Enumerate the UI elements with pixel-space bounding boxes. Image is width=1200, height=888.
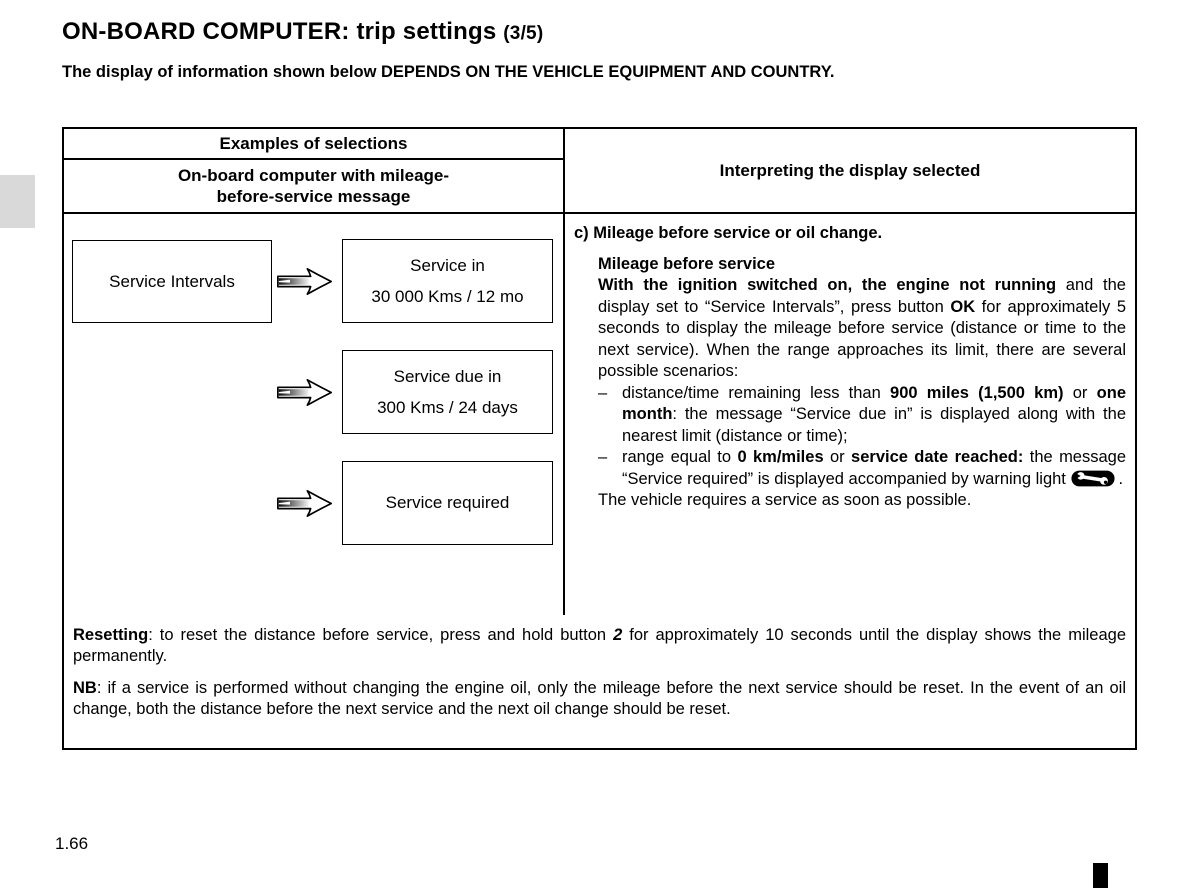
service-intervals-box [72,240,272,323]
nb-note: NB: if a service is performed without changing the engine oil, only the mileage before the next service should be reset. In the event of an oil change, both the distance before the next service and the next oil change should be reset. [73,679,1126,718]
table-body [64,214,1135,615]
scenario-bullet-2 [598,447,1126,490]
display-message-line1: Service in [410,255,485,275]
resetting-note: Resetting: to reset the distance before service, press and hold button 2 for approximately 10 seconds until the display shows the mileage permanently. [73,626,1126,665]
interpretation-intro-paragraph: With the ignition switched on, the engine not running and the display set to “Service Intervals”, press button OK for approximately 5 seconds to display the mileage before service (distance or time to the next service). When the range approaches its limit, there are several possible scenarios: [598,276,1126,380]
examples-subtitle-line2: before-service message [216,187,411,206]
table-footnotes [64,615,1135,720]
gradient-right-arrow-icon [276,375,334,409]
service-intervals-label: Service Intervals [109,271,235,291]
interpretation-body [598,254,1126,512]
page-indicator: (3/5) [503,23,544,44]
display-message-line1: Service required [385,493,510,512]
table-header [64,129,1135,214]
display-message-box [342,239,553,323]
display-message-line2: 300 Kms / 24 days [377,397,518,417]
display-message-line2: 30 000 Kms / 12 mo [371,286,524,306]
examples-title: Examples of selections [64,129,563,160]
gradient-right-arrow-icon [276,264,334,298]
scenario-bullet-2-text: range equal to 0 km/miles or service date reached: the message “Service required” is displayed accompanied by warning light [622,448,1127,488]
page-title [62,18,543,46]
chapter-side-tab [0,175,35,228]
interpretation-closing-line: The vehicle requires a service as soon as possible. [598,491,972,509]
interpreting-header-cell: Interpreting the display selected [719,160,981,180]
scenario-bullet-1-text: distance/time remaining less than 900 miles (1,500 km) or one month: the message “Service due in” is displayed along with the nearest limit (distance or time); [622,383,1126,445]
section-index-marker [1093,863,1108,888]
examples-subtitle-line1: On-board computer with mileage- [177,166,450,185]
spanner-warning-light-icon [1071,470,1115,487]
page-title-text: ON-BOARD COMPUTER: trip settings [62,18,497,45]
interpretation-cell [565,214,1135,615]
page-subtitle: The display of information shown below DEPENDS ON THE VEHICLE EQUIPMENT AND COUNTRY. [62,63,835,81]
selection-flow-diagram [64,214,565,615]
scenario-bullet-1 [598,383,1126,448]
mileage-before-service-subheading: Mileage before service [598,254,776,273]
manual-table [62,127,1137,750]
gradient-right-arrow-icon [276,486,334,520]
interpretation-heading: c) Mileage before service or oil change. [574,224,883,242]
scenario-bullet-2-period: . [1118,469,1124,488]
bullet-dash: – [598,448,608,466]
examples-header-cell [64,129,565,212]
display-message-line1: Service due in [393,366,502,386]
page-number: 1.66 [55,834,89,853]
bullet-dash: – [598,383,608,402]
display-message-box [342,461,553,545]
display-message-box [342,350,553,434]
examples-subtitle [64,160,563,212]
